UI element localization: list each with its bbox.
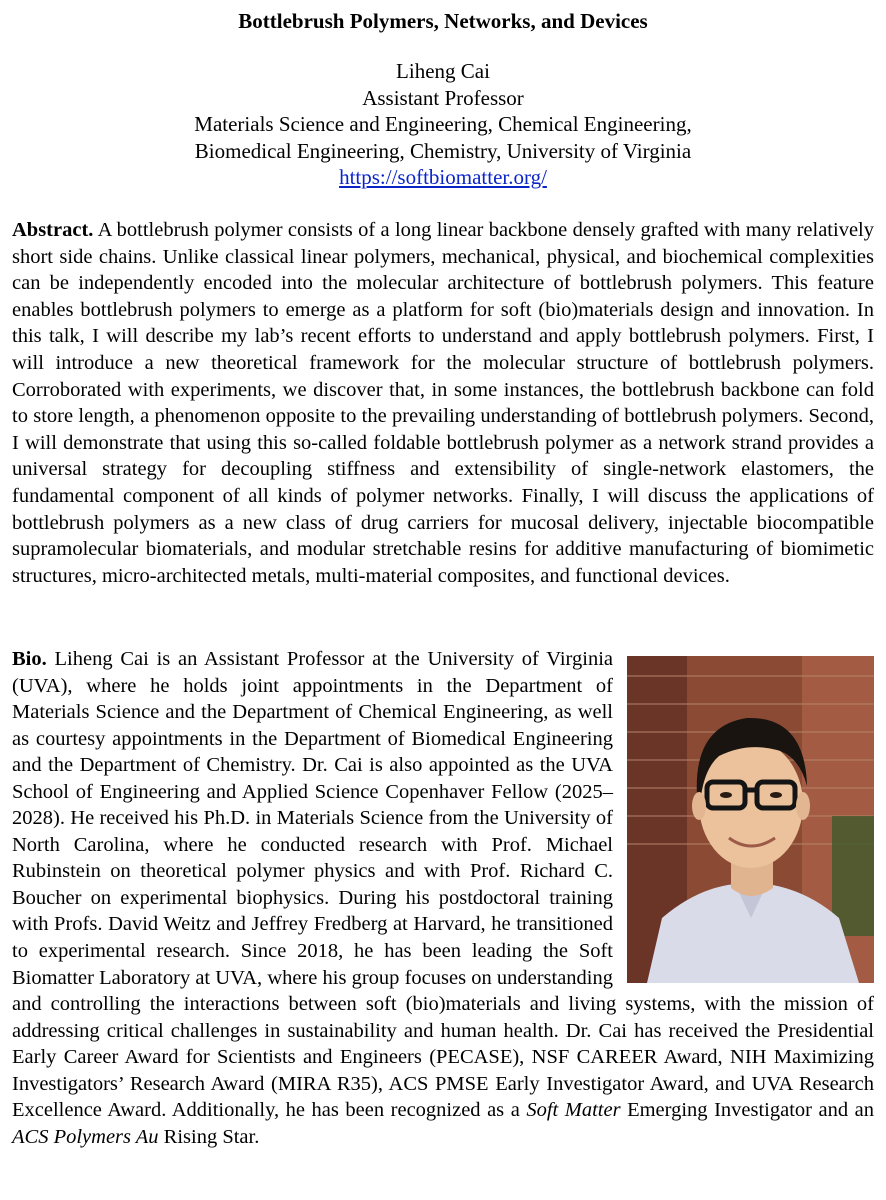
bio-italic-soft-matter: Soft Matter bbox=[526, 1099, 621, 1122]
author-affiliation-line-2: Biomedical Engineering, Chemistry, University of Virginia bbox=[194, 138, 692, 163]
author-affiliation-line-1: Materials Science and Engineering, Chemical Engineering, bbox=[194, 112, 692, 136]
bio-text-part-1: Liheng Cai is an Assistant Professor at the University of Virginia (UVA), where he holds joint appointments in the Department of Materials Science and the Department of Chemical Engineering, as well as courtesy appointments in the Department of Biomedical Engineering and the Department of Chemistry. Dr. Cai is also appointed as the UVA School of Engineering and Applied Science Copenhaver Fellow (2025–2028). He received his Ph.D. in Materials Science from the University of North Carolina, where he conducted research with Prof. Michael Rubinstein on theoretical polymer physics and with Prof. Richard C. Boucher on experimental biophysics. During his postdoctoral training with Profs. David Weitz and Jeffrey Fredberg at Harvard, he transitioned to experimental research. Since 2018, he has been leading the Soft Biomatter Laboratory at UVA, where his group focuses on understanding and controlling the interactions between soft (bio)materials and living systems, with the mission of addressing critical challenges in sustainability and human health. Dr. Cai has received the Presidential Early Career Award for Scientists and Engineers (PECASE), NSF CAREER Award, NIH Maximizing Investigators’ Research Award (MIRA R35), ACS PMSE Early Investigator Award, and UVA Research Excellence Award. Additionally, he has been recognized as a bbox=[12, 648, 874, 1122]
author-position: Assistant Professor bbox=[362, 85, 524, 110]
abstract-text: A bottlebrush polymer consists of a long linear backbone densely grafted with many relatively short side chains. Unlike classical linear polymers, mechanical, physical, and biochemical complexities can be independently encoded into the molecular architecture of bottlebrush polymers. This feature enables bottlebrush polymers to emerge as a platform for soft (bio)materials design and innovation. In this talk, I will describe my lab’s recent efforts to understand and apply bottlebrush polymers. First, I will introduce a new theoretical framework for the molecular structure of bottlebrush polymers. Corroborated with experiments, we discover that, in some instances, the bottlebrush backbone can fold to store length, a phenomenon opposite to the prevailing understanding of bottlebrush polymers. Second, I will demonstrate that using this so-called foldable bottlebrush polymer as a network strand provides a universal strategy for decoupling stiffness and extensibility of single-network elastomers, the fundamental component of all kinds of polymer networks. Finally, I will discuss the applications of bottlebrush polymers as a new class of drug carriers for mucosal delivery, injectable biocompatible supramolecular biomaterials, and modular stretchable resins for additive manufacturing of biomimetic structures, micro-architected metals, multi-material composites, and functional devices. bbox=[12, 219, 874, 587]
lab-website-link[interactable]: https://softbiomatter.org/ bbox=[339, 165, 547, 189]
bio-text-part-2: Emerging Investigator and an bbox=[627, 1099, 874, 1122]
abstract-label: Abstract. bbox=[12, 219, 94, 241]
abstract-paragraph bbox=[12, 217, 874, 589]
bio-text-part-3: Rising Star. bbox=[163, 1125, 260, 1148]
bio-label: Bio. bbox=[12, 648, 47, 670]
bio-italic-acs-polymers-au: ACS Polymers Au bbox=[12, 1125, 159, 1148]
document-title: Bottlebrush Polymers, Networks, and Devices bbox=[238, 9, 648, 33]
author-name: Liheng Cai bbox=[396, 59, 490, 83]
bio-paragraph bbox=[12, 646, 874, 1150]
author-portrait-photo bbox=[627, 656, 874, 983]
author-header bbox=[0, 58, 886, 191]
